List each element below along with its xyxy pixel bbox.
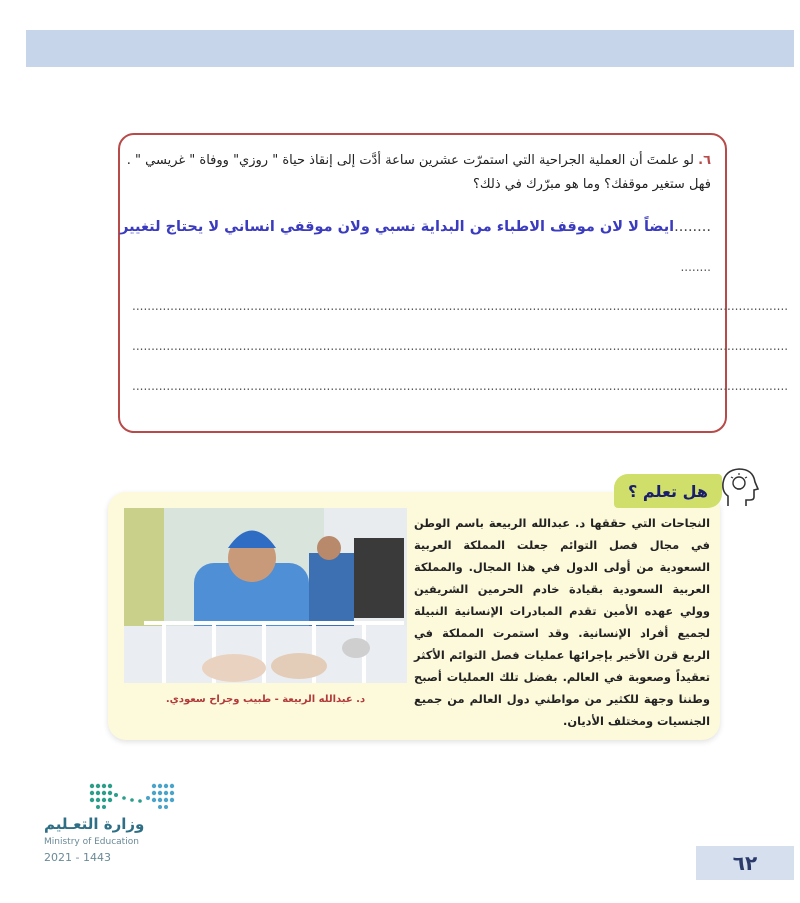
answer-text: ايضاً لا لان موقف الاطباء من البداية نسبي ولان موقفي انساني لا يحتاج لتغيير	[120, 219, 675, 235]
header-bar	[26, 30, 794, 67]
did-you-know-title: هل تعلم ؟	[614, 474, 722, 508]
question-number: ٦.	[698, 153, 711, 168]
question-prompt: لو علمتَ أن العملية الجراحية التي استمرّت عشرين ساعة أدَّت إلى إنقاذ حياة " روزي" ووفاة " غريسي " . فهل ستغير موقفك؟ وما هو مبرّرك في ذلك؟	[126, 153, 711, 192]
edition-year: 2021 - 1443	[44, 851, 111, 864]
answer-dots-line[interactable]: ............................................................................................................................................................................	[132, 299, 789, 313]
answer-line[interactable]	[120, 219, 711, 235]
answer-prefix-dots: ........	[674, 219, 711, 235]
answer-dots-short[interactable]: ........	[680, 260, 711, 274]
ministry-name-english: Ministry of Education	[44, 837, 139, 847]
head-lightbulb-icon	[720, 466, 760, 510]
answer-dots-line[interactable]: ............................................................................................................................................................................	[132, 339, 789, 353]
surgeon-photo	[124, 508, 407, 683]
page-number: ٦٢	[696, 846, 794, 880]
ministry-logo-icon	[86, 781, 182, 811]
photo-caption: د. عبدالله الربيعة - طبيب وجراح سعودي.	[165, 694, 366, 705]
did-you-know-body: النجاحات التي حققها د. عبدالله الربيعة باسم الوطن في مجال فصل التوائم جعلت المملكة العربية السعودية من أولى الدول في هذا المجال. والمملكة العربية السعودية بقيادة خادم الحرمين الشريفين وولي عهده الأمين تقدم المبادرات الإنسانية النبيلة لجميع أفراد الإنسانية. وقد استمرت المملكة في الربع قرن الأخير بإجرائها عمليات فصل التوائم الأكثر تعقيداً وصعوبة في العالم. بفضل تلك العمليات أصبح وطننا وجهة للكثير من مواطني دول العالم من جميع الجنسيات ومختلف الأديان.	[414, 516, 710, 728]
ministry-name-arabic: وزارة التعـليم	[44, 815, 145, 833]
question-text	[126, 149, 711, 197]
answer-dots-line[interactable]: ............................................................................................................................................................................	[132, 379, 789, 393]
question-box	[118, 133, 789, 433]
